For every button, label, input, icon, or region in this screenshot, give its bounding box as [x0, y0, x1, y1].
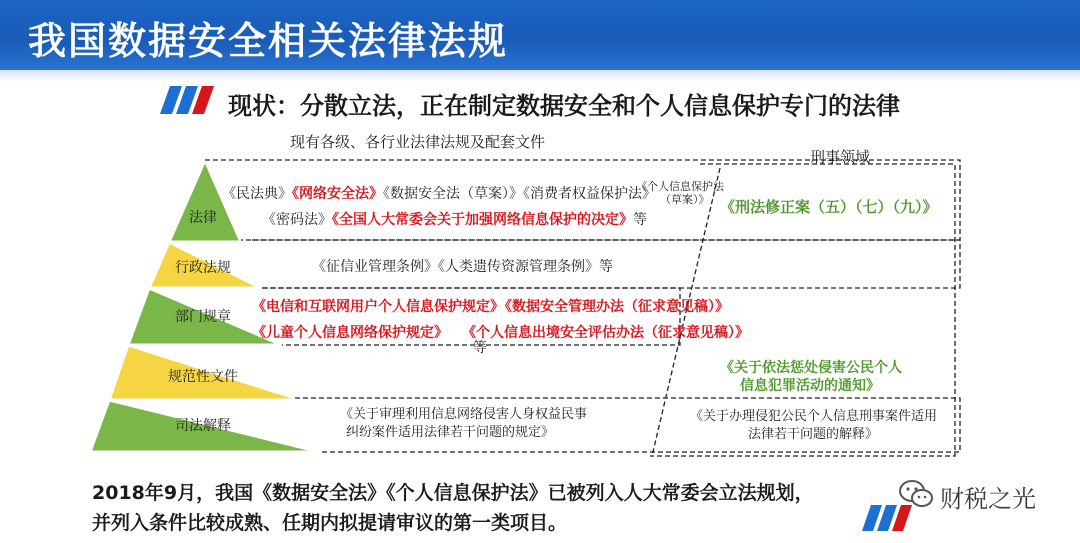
dept-telecom-rule: 《电信和互联网用户个人信息保护规定》	[252, 299, 504, 315]
law-row-line1	[222, 183, 656, 203]
page-title: 我国数据安全相关法律法规	[28, 19, 509, 63]
stripes-logo-bottom	[862, 505, 920, 531]
law-pipl-line2: （草案）》	[660, 193, 710, 206]
law-pipl-line1: 《个人信息保护法	[636, 180, 724, 193]
dept-children-rule: 《儿童个人信息网络保护规定》	[252, 325, 448, 341]
law-pipl-draft	[636, 180, 724, 206]
normative-notice-line2: 信息犯罪活动的通知》	[740, 378, 880, 394]
level-label-judicial: 司法解释	[175, 418, 231, 434]
dept-cross-border-draft: 《个人信息出境安全评估办法（征求意见稿）》	[462, 325, 749, 341]
judicial-civil-line2: 纠纷案件适用法律若干问题的规定》	[346, 425, 555, 440]
law-data-security: 《数据安全法（草案）》《消费者权益保护法》	[383, 186, 656, 202]
subheading: 现有各级、各行业法律法规及配套文件	[290, 133, 546, 151]
watermark-text: 财税之光	[940, 485, 1036, 513]
judicial-civil-provision	[340, 406, 587, 442]
judicial-civil-line1: 《关于审理利用信息网络侵害人身权益民事	[340, 407, 588, 422]
subtitle: 现状：分散立法，正在制定数据安全和个人信息保护专门的法律	[228, 92, 900, 120]
law-civil-code: 《民法典》	[222, 186, 292, 202]
level-label-law: 法律	[189, 210, 217, 226]
normative-notice-line1: 《关于依法惩处侵害公民个人	[720, 360, 902, 376]
dept-etc: 等	[473, 340, 487, 356]
judicial-criminal-line1: 《关于办理侵犯公民个人信息刑事案件适用	[690, 409, 938, 424]
criminal-law-amendment: 《刑法修正案（五）（七）（九）》	[720, 198, 938, 216]
bottom-note-line2: 并列入条件比较成熟、任期内拟提请审议的第一类项目。	[92, 512, 568, 534]
criminal-domain-label: 刑事领域	[810, 148, 871, 166]
law-cybersecurity: 《网络安全法》	[292, 186, 383, 202]
bottom-note-line1: 2018年9月，我国《数据安全法》《个人信息保护法》已被列入人大常委会立法规划，	[92, 482, 814, 504]
level-label-normative: 规范性文件	[168, 369, 238, 385]
judicial-criminal-interpretation	[690, 408, 937, 444]
law-npc-decision: 《全国人大常委会关于加强网络信息保护的决定》	[332, 212, 633, 228]
law-row-line2	[262, 209, 647, 229]
law-cryptography: 《密码法》	[262, 212, 332, 228]
level-label-admin: 行政法规	[175, 260, 231, 276]
judicial-criminal-line2: 法律若干问题的解释》	[748, 427, 879, 442]
normative-notice	[720, 359, 902, 395]
admin-regulations: 《征信业管理条例》《人类遗传资源管理条例》等	[312, 259, 613, 275]
dept-data-security-draft: 《数据安全管理办法（征求意见稿）》	[498, 299, 729, 315]
level-label-dept: 部门规章	[175, 309, 231, 325]
law-etc: 等	[633, 212, 647, 228]
